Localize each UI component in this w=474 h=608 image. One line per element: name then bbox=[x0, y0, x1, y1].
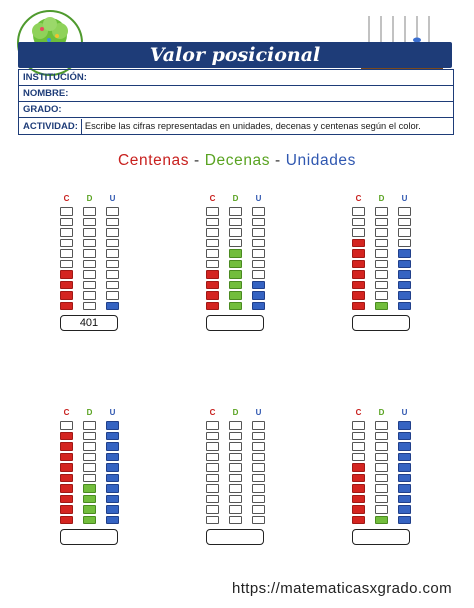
empty-u-cell bbox=[106, 239, 119, 248]
filled-c-cell bbox=[352, 260, 365, 269]
empty-u-cell bbox=[252, 270, 265, 279]
empty-c-cell bbox=[206, 505, 219, 514]
empty-d-cell bbox=[229, 505, 242, 514]
place-value-exercise bbox=[60, 194, 130, 334]
filled-c-cell bbox=[206, 281, 219, 290]
filled-u-cell bbox=[106, 463, 119, 472]
answer-box[interactable] bbox=[206, 529, 264, 545]
empty-c-cell bbox=[60, 249, 73, 258]
empty-c-cell bbox=[206, 453, 219, 462]
column-header-c: C bbox=[355, 408, 362, 417]
empty-d-cell bbox=[229, 516, 242, 525]
place-value-exercise bbox=[352, 408, 422, 548]
empty-u-cell bbox=[106, 291, 119, 300]
empty-u-cell bbox=[252, 239, 265, 248]
legend-unidades: Unidades bbox=[285, 152, 357, 169]
empty-d-cell bbox=[229, 495, 242, 504]
column-header-c: C bbox=[209, 408, 216, 417]
column-header-c: C bbox=[63, 408, 70, 417]
page-title: Valor posicional bbox=[18, 42, 452, 68]
empty-c-cell bbox=[206, 239, 219, 248]
legend-decenas: Decenas bbox=[204, 152, 271, 169]
filled-c-cell bbox=[60, 516, 73, 525]
empty-c-cell bbox=[206, 432, 219, 441]
empty-c-cell bbox=[60, 207, 73, 216]
actividad-label: ACTIVIDAD: bbox=[23, 119, 82, 134]
empty-u-cell bbox=[252, 442, 265, 451]
empty-u-cell bbox=[106, 207, 119, 216]
empty-c-cell bbox=[206, 474, 219, 483]
empty-c-cell bbox=[352, 228, 365, 237]
answer-box[interactable] bbox=[206, 315, 264, 331]
empty-d-cell bbox=[375, 239, 388, 248]
empty-d-cell bbox=[83, 218, 96, 227]
empty-c-cell bbox=[352, 421, 365, 430]
filled-u-cell bbox=[106, 442, 119, 451]
empty-c-cell bbox=[60, 218, 73, 227]
filled-c-cell bbox=[352, 484, 365, 493]
empty-c-cell bbox=[60, 228, 73, 237]
empty-u-cell bbox=[252, 432, 265, 441]
column-header-c: C bbox=[209, 194, 216, 203]
empty-c-cell bbox=[352, 432, 365, 441]
legend-separator: - bbox=[194, 152, 200, 169]
filled-d-cell bbox=[229, 249, 242, 258]
filled-c-cell bbox=[352, 281, 365, 290]
filled-c-cell bbox=[60, 302, 73, 311]
empty-u-cell bbox=[252, 453, 265, 462]
empty-d-cell bbox=[375, 495, 388, 504]
filled-u-cell bbox=[398, 432, 411, 441]
empty-u-cell bbox=[252, 249, 265, 258]
filled-d-cell bbox=[375, 516, 388, 525]
actividad-row bbox=[19, 118, 453, 134]
empty-d-cell bbox=[375, 270, 388, 279]
column-header-c: C bbox=[355, 194, 362, 203]
filled-u-cell bbox=[106, 505, 119, 514]
actividad-instructions: Escribe las cifras representadas en unidades, decenas y centenas según el color. bbox=[84, 120, 421, 131]
grado-label: GRADO: bbox=[23, 104, 62, 115]
filled-c-cell bbox=[352, 302, 365, 311]
filled-d-cell bbox=[375, 302, 388, 311]
empty-u-cell bbox=[398, 218, 411, 227]
empty-d-cell bbox=[83, 302, 96, 311]
empty-d-cell bbox=[375, 463, 388, 472]
filled-d-cell bbox=[229, 260, 242, 269]
empty-c-cell bbox=[206, 218, 219, 227]
column-header-u: U bbox=[401, 408, 408, 417]
column-header-u: U bbox=[109, 194, 116, 203]
legend-centenas: Centenas bbox=[117, 152, 190, 169]
grado-field[interactable] bbox=[19, 102, 453, 118]
empty-d-cell bbox=[229, 453, 242, 462]
filled-u-cell bbox=[398, 453, 411, 462]
column-header-d: D bbox=[86, 194, 93, 203]
filled-u-cell bbox=[252, 291, 265, 300]
empty-d-cell bbox=[83, 421, 96, 430]
filled-u-cell bbox=[398, 270, 411, 279]
empty-u-cell bbox=[106, 249, 119, 258]
column-header-d: D bbox=[232, 408, 239, 417]
empty-c-cell bbox=[206, 228, 219, 237]
filled-d-cell bbox=[229, 281, 242, 290]
filled-u-cell bbox=[398, 421, 411, 430]
filled-u-cell bbox=[398, 260, 411, 269]
filled-d-cell bbox=[229, 270, 242, 279]
column-header-u: U bbox=[255, 194, 262, 203]
color-legend bbox=[0, 152, 474, 170]
empty-u-cell bbox=[252, 260, 265, 269]
filled-c-cell bbox=[60, 442, 73, 451]
empty-d-cell bbox=[375, 453, 388, 462]
empty-d-cell bbox=[83, 474, 96, 483]
filled-u-cell bbox=[398, 442, 411, 451]
column-header-d: D bbox=[86, 408, 93, 417]
institucion-field[interactable] bbox=[19, 70, 453, 86]
empty-u-cell bbox=[398, 228, 411, 237]
filled-u-cell bbox=[106, 495, 119, 504]
empty-c-cell bbox=[206, 260, 219, 269]
empty-d-cell bbox=[375, 432, 388, 441]
filled-u-cell bbox=[106, 432, 119, 441]
empty-u-cell bbox=[252, 474, 265, 483]
filled-c-cell bbox=[206, 302, 219, 311]
filled-c-cell bbox=[352, 291, 365, 300]
filled-d-cell bbox=[83, 484, 96, 493]
filled-c-cell bbox=[352, 505, 365, 514]
filled-u-cell bbox=[398, 516, 411, 525]
filled-c-cell bbox=[60, 453, 73, 462]
filled-u-cell bbox=[398, 463, 411, 472]
answer-box[interactable]: 401 bbox=[60, 315, 118, 331]
filled-u-cell bbox=[398, 302, 411, 311]
filled-u-cell bbox=[252, 302, 265, 311]
column-header-d: D bbox=[378, 408, 385, 417]
filled-u-cell bbox=[106, 453, 119, 462]
empty-d-cell bbox=[375, 421, 388, 430]
empty-c-cell bbox=[352, 442, 365, 451]
empty-d-cell bbox=[375, 505, 388, 514]
filled-d-cell bbox=[83, 495, 96, 504]
empty-d-cell bbox=[83, 432, 96, 441]
empty-d-cell bbox=[83, 270, 96, 279]
empty-d-cell bbox=[375, 207, 388, 216]
filled-u-cell bbox=[398, 505, 411, 514]
place-value-exercise bbox=[352, 194, 422, 334]
empty-d-cell bbox=[229, 474, 242, 483]
place-value-exercise bbox=[206, 408, 276, 548]
nombre-field[interactable] bbox=[19, 86, 453, 102]
column-header-u: U bbox=[109, 408, 116, 417]
empty-u-cell bbox=[252, 505, 265, 514]
empty-c-cell bbox=[60, 260, 73, 269]
empty-c-cell bbox=[206, 516, 219, 525]
empty-c-cell bbox=[206, 484, 219, 493]
filled-u-cell bbox=[398, 474, 411, 483]
filled-d-cell bbox=[229, 302, 242, 311]
filled-u-cell bbox=[106, 484, 119, 493]
filled-c-cell bbox=[60, 291, 73, 300]
empty-u-cell bbox=[252, 228, 265, 237]
empty-d-cell bbox=[229, 484, 242, 493]
empty-d-cell bbox=[83, 207, 96, 216]
empty-u-cell bbox=[398, 239, 411, 248]
filled-u-cell bbox=[398, 291, 411, 300]
empty-u-cell bbox=[252, 495, 265, 504]
filled-c-cell bbox=[352, 495, 365, 504]
empty-d-cell bbox=[375, 281, 388, 290]
column-header-d: D bbox=[378, 194, 385, 203]
filled-c-cell bbox=[206, 270, 219, 279]
empty-u-cell bbox=[106, 218, 119, 227]
filled-c-cell bbox=[60, 495, 73, 504]
empty-u-cell bbox=[252, 463, 265, 472]
filled-u-cell bbox=[398, 495, 411, 504]
empty-u-cell bbox=[252, 421, 265, 430]
filled-c-cell bbox=[352, 249, 365, 258]
footer-url: https://matematicasxgrado.com bbox=[231, 580, 452, 597]
filled-c-cell bbox=[60, 505, 73, 514]
filled-c-cell bbox=[352, 270, 365, 279]
institucion-label: INSTITUCIÓN: bbox=[23, 72, 87, 83]
empty-c-cell bbox=[352, 453, 365, 462]
empty-d-cell bbox=[229, 421, 242, 430]
empty-u-cell bbox=[106, 260, 119, 269]
empty-d-cell bbox=[375, 442, 388, 451]
empty-c-cell bbox=[206, 495, 219, 504]
filled-c-cell bbox=[60, 281, 73, 290]
filled-u-cell bbox=[398, 484, 411, 493]
filled-c-cell bbox=[206, 291, 219, 300]
answer-box[interactable] bbox=[352, 529, 410, 545]
empty-d-cell bbox=[83, 463, 96, 472]
empty-d-cell bbox=[375, 260, 388, 269]
filled-c-cell bbox=[60, 432, 73, 441]
empty-d-cell bbox=[83, 249, 96, 258]
empty-d-cell bbox=[83, 442, 96, 451]
filled-c-cell bbox=[352, 474, 365, 483]
empty-d-cell bbox=[375, 249, 388, 258]
empty-u-cell bbox=[252, 484, 265, 493]
empty-d-cell bbox=[229, 463, 242, 472]
student-info-form bbox=[18, 69, 454, 135]
empty-c-cell bbox=[206, 249, 219, 258]
empty-d-cell bbox=[229, 228, 242, 237]
empty-d-cell bbox=[83, 260, 96, 269]
empty-c-cell bbox=[352, 207, 365, 216]
empty-d-cell bbox=[83, 291, 96, 300]
filled-u-cell bbox=[106, 474, 119, 483]
filled-c-cell bbox=[60, 474, 73, 483]
filled-u-cell bbox=[398, 249, 411, 258]
empty-c-cell bbox=[60, 421, 73, 430]
empty-d-cell bbox=[375, 218, 388, 227]
empty-d-cell bbox=[229, 239, 242, 248]
empty-d-cell bbox=[83, 228, 96, 237]
filled-c-cell bbox=[60, 270, 73, 279]
empty-u-cell bbox=[106, 281, 119, 290]
column-header-u: U bbox=[255, 408, 262, 417]
column-header-c: C bbox=[63, 194, 70, 203]
empty-d-cell bbox=[375, 474, 388, 483]
empty-u-cell bbox=[252, 207, 265, 216]
filled-c-cell bbox=[60, 463, 73, 472]
empty-c-cell bbox=[206, 463, 219, 472]
empty-d-cell bbox=[229, 207, 242, 216]
empty-c-cell bbox=[206, 442, 219, 451]
empty-u-cell bbox=[252, 516, 265, 525]
empty-d-cell bbox=[83, 453, 96, 462]
empty-d-cell bbox=[83, 281, 96, 290]
column-header-u: U bbox=[401, 194, 408, 203]
empty-d-cell bbox=[229, 442, 242, 451]
filled-d-cell bbox=[83, 505, 96, 514]
empty-d-cell bbox=[375, 291, 388, 300]
filled-d-cell bbox=[229, 291, 242, 300]
empty-c-cell bbox=[60, 239, 73, 248]
filled-c-cell bbox=[352, 239, 365, 248]
empty-d-cell bbox=[229, 218, 242, 227]
filled-c-cell bbox=[352, 516, 365, 525]
empty-c-cell bbox=[206, 207, 219, 216]
filled-u-cell bbox=[106, 516, 119, 525]
column-header-d: D bbox=[232, 194, 239, 203]
filled-u-cell bbox=[252, 281, 265, 290]
empty-d-cell bbox=[375, 228, 388, 237]
empty-u-cell bbox=[106, 270, 119, 279]
filled-c-cell bbox=[60, 484, 73, 493]
empty-c-cell bbox=[206, 421, 219, 430]
filled-d-cell bbox=[83, 516, 96, 525]
empty-d-cell bbox=[375, 484, 388, 493]
empty-u-cell bbox=[106, 228, 119, 237]
empty-u-cell bbox=[252, 218, 265, 227]
filled-u-cell bbox=[106, 302, 119, 311]
filled-u-cell bbox=[106, 421, 119, 430]
nombre-label: NOMBRE: bbox=[23, 88, 69, 99]
place-value-exercise bbox=[60, 408, 130, 548]
answer-box[interactable] bbox=[60, 529, 118, 545]
answer-box[interactable] bbox=[352, 315, 410, 331]
empty-u-cell bbox=[398, 207, 411, 216]
empty-d-cell bbox=[229, 432, 242, 441]
filled-u-cell bbox=[398, 281, 411, 290]
filled-c-cell bbox=[352, 463, 365, 472]
place-value-exercise bbox=[206, 194, 276, 334]
empty-c-cell bbox=[352, 218, 365, 227]
legend-separator: - bbox=[275, 152, 281, 169]
empty-d-cell bbox=[83, 239, 96, 248]
